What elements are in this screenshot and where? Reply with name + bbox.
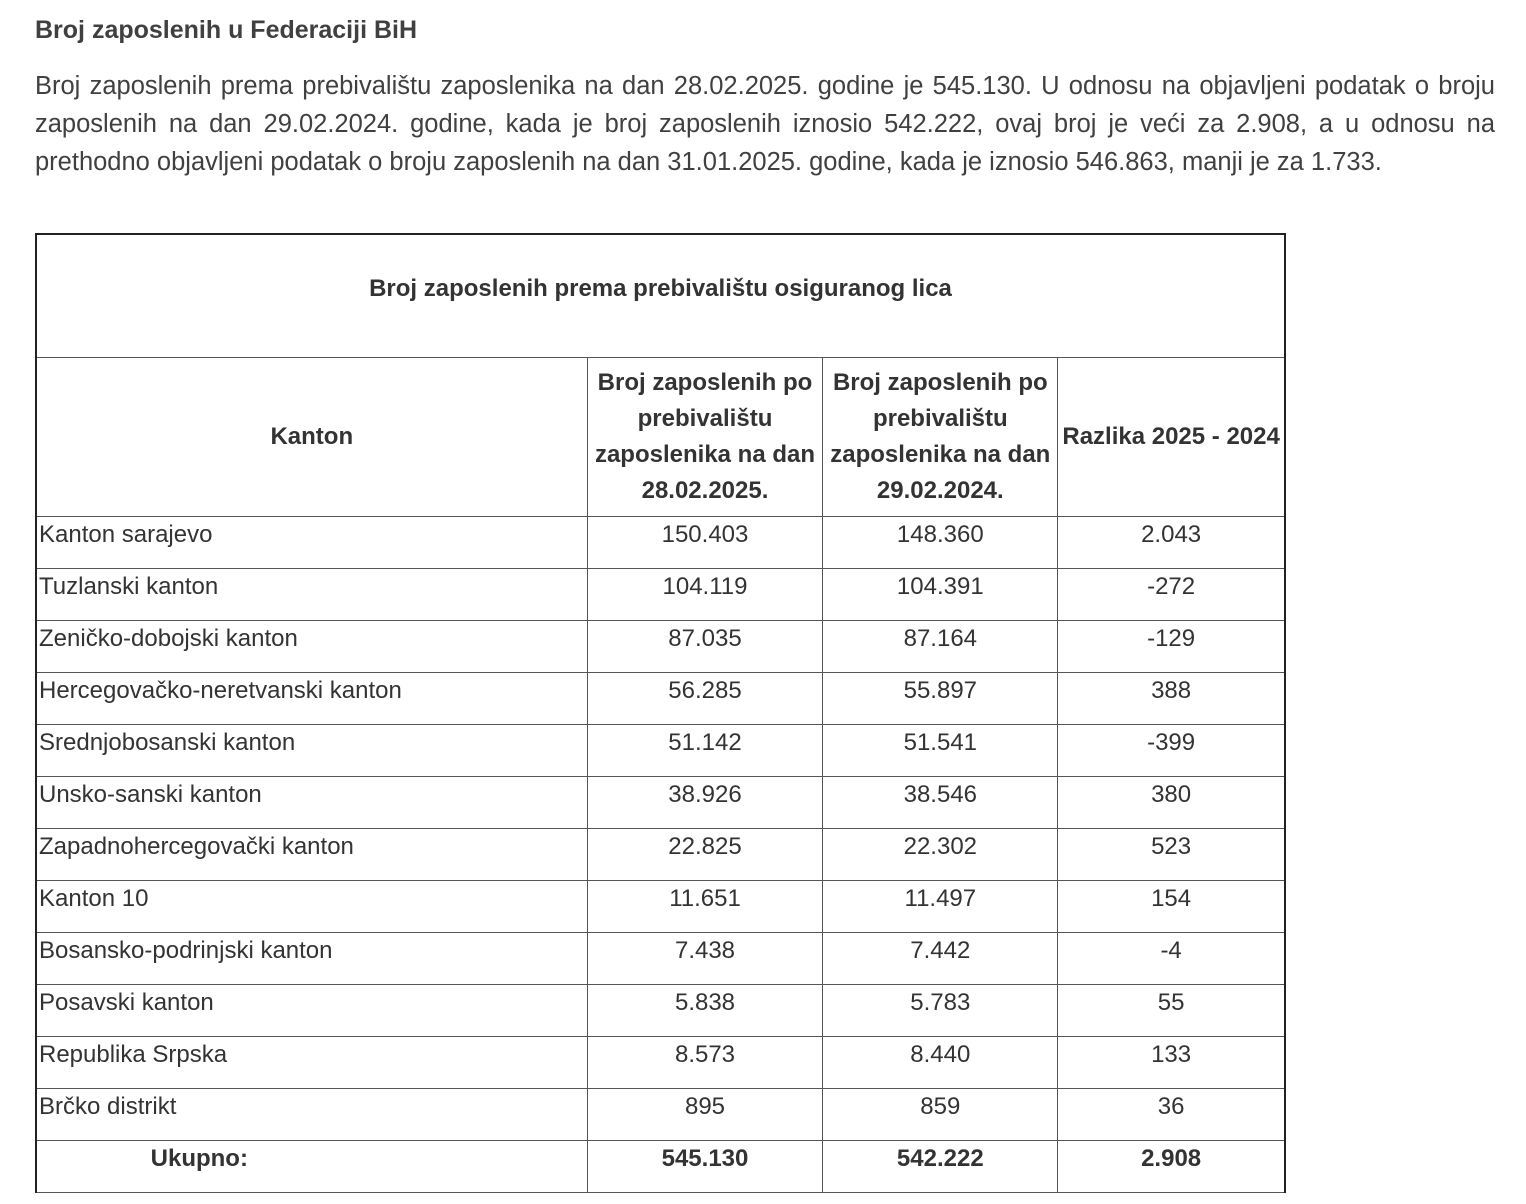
row-value-2025: 8.573 <box>587 1037 823 1089</box>
row-value-2024: 11.497 <box>823 881 1058 933</box>
table-row <box>36 725 1285 777</box>
row-difference: 2.043 <box>1058 517 1285 569</box>
row-difference: -4 <box>1058 933 1285 985</box>
row-kanton-name: Unsko-sanski kanton <box>36 777 587 829</box>
table-row <box>36 985 1285 1037</box>
row-kanton-name: Zapadnohercegovački kanton <box>36 829 587 881</box>
total-value-2024: 542.222 <box>823 1141 1058 1193</box>
row-value-2024: 5.783 <box>823 985 1058 1037</box>
total-value-2025: 545.130 <box>587 1141 823 1193</box>
row-value-2024: 38.546 <box>823 777 1058 829</box>
total-difference: 2.908 <box>1058 1141 1285 1193</box>
row-value-2025: 104.119 <box>587 569 823 621</box>
row-kanton-name: Srednjobosanski kanton <box>36 725 587 777</box>
table-caption: Broj zaposlenih prema prebivalištu osiguranog lica <box>36 234 1285 358</box>
row-kanton-name: Hercegovačko-neretvanski kanton <box>36 673 587 725</box>
row-value-2024: 148.360 <box>823 517 1058 569</box>
row-value-2025: 895 <box>587 1089 823 1141</box>
row-kanton-name: Bosansko-podrinjski kanton <box>36 933 587 985</box>
row-difference: -129 <box>1058 621 1285 673</box>
row-difference: 133 <box>1058 1037 1285 1089</box>
table-row <box>36 1037 1285 1089</box>
header-employed-2025: Broj zaposlenih po prebivalištu zaposlenika na dan 28.02.2025. <box>587 358 823 517</box>
table-row <box>36 881 1285 933</box>
row-value-2025: 51.142 <box>587 725 823 777</box>
row-value-2024: 104.391 <box>823 569 1058 621</box>
row-difference: 380 <box>1058 777 1285 829</box>
row-difference: 523 <box>1058 829 1285 881</box>
row-value-2024: 87.164 <box>823 621 1058 673</box>
table-row <box>36 777 1285 829</box>
row-kanton-name: Kanton sarajevo <box>36 517 587 569</box>
row-value-2025: 87.035 <box>587 621 823 673</box>
header-kanton: Kanton <box>36 358 587 517</box>
page-heading: Broj zaposlenih u Federaciji BiH <box>35 16 418 44</box>
row-value-2025: 11.651 <box>587 881 823 933</box>
row-difference: -399 <box>1058 725 1285 777</box>
header-employed-2024: Broj zaposlenih po prebivalištu zaposlenika na dan 29.02.2024. <box>823 358 1058 517</box>
table-row <box>36 933 1285 985</box>
summary-paragraph: Broj zaposlenih prema prebivalištu zaposlenika na dan 28.02.2025. godine je 545.130. U odnosu na objavljeni podatak o broju zaposlenih na dan 29.02.2024. godine, kada je broj zaposlenih iznosio 542.222, ovaj broj je veći za 2.908, a u odnosu na prethodno objavljeni podatak o broju zaposlenih na dan 31.01.2025. godine, kada je iznosio 546.863, manji je za 1.733. <box>35 72 1495 176</box>
employment-table <box>35 233 1286 1193</box>
row-kanton-name: Brčko distrikt <box>36 1089 587 1141</box>
row-kanton-name: Kanton 10 <box>36 881 587 933</box>
header-row <box>36 358 1285 517</box>
row-value-2024: 859 <box>823 1089 1058 1141</box>
row-value-2025: 56.285 <box>587 673 823 725</box>
row-difference: 36 <box>1058 1089 1285 1141</box>
table-row <box>36 673 1285 725</box>
table-row <box>36 829 1285 881</box>
table-row <box>36 569 1285 621</box>
row-value-2024: 7.442 <box>823 933 1058 985</box>
total-row <box>36 1141 1285 1193</box>
table-row <box>36 1089 1285 1141</box>
total-label: Ukupno: <box>36 1141 587 1193</box>
row-value-2025: 5.838 <box>587 985 823 1037</box>
row-difference: -272 <box>1058 569 1285 621</box>
row-value-2025: 7.438 <box>587 933 823 985</box>
row-value-2024: 8.440 <box>823 1037 1058 1089</box>
row-kanton-name: Zeničko-dobojski kanton <box>36 621 587 673</box>
row-value-2024: 55.897 <box>823 673 1058 725</box>
row-value-2025: 150.403 <box>587 517 823 569</box>
row-difference: 55 <box>1058 985 1285 1037</box>
row-value-2024: 51.541 <box>823 725 1058 777</box>
row-kanton-name: Posavski kanton <box>36 985 587 1037</box>
table-row <box>36 517 1285 569</box>
row-value-2025: 38.926 <box>587 777 823 829</box>
header-difference: Razlika 2025 - 2024 <box>1058 358 1285 517</box>
row-difference: 388 <box>1058 673 1285 725</box>
row-kanton-name: Republika Srpska <box>36 1037 587 1089</box>
row-value-2024: 22.302 <box>823 829 1058 881</box>
table-row <box>36 621 1285 673</box>
caption-row <box>36 234 1285 358</box>
row-value-2025: 22.825 <box>587 829 823 881</box>
row-difference: 154 <box>1058 881 1285 933</box>
row-kanton-name: Tuzlanski kanton <box>36 569 587 621</box>
